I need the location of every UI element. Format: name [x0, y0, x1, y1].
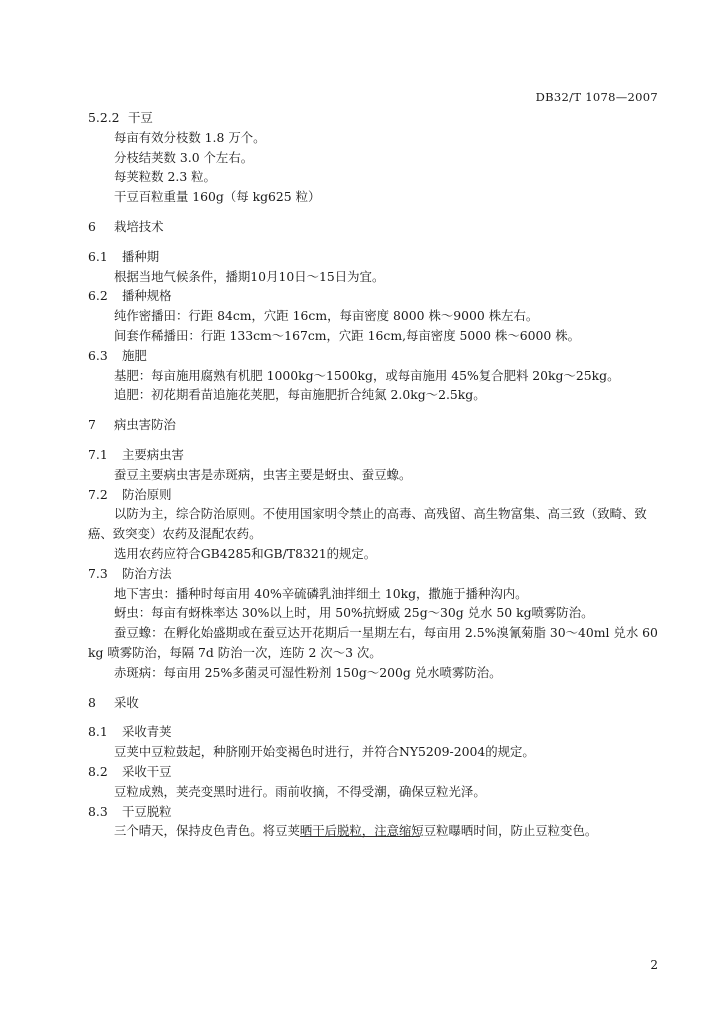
clause-heading — [88, 108, 668, 128]
body-paragraph: 蚕豆蟓：在孵化始盛期或在蚕豆达开花期后一星期左右，每亩用 2.5%溴氰菊脂 30～40ml 兑水 60 kg 喷雾防治，每隔 7d 防治一次，连防 2 次～3 次。 — [88, 625, 658, 660]
body-line: 分枝结荚数 3.0 个左右。 — [114, 149, 254, 165]
body-line: 根据当地气候条件，播期10月10日～15日为宜。 — [114, 268, 385, 284]
body-line: 基肥：每亩施用腐熟有机肥 1000kg～1500kg，或每亩施用 45%复合肥料 20kg～25kg。 — [114, 367, 620, 383]
body-line: 追肥：初花期看苗追施花荚肥，每亩施肥折合纯氮 2.0kg～2.5kg。 — [114, 387, 486, 403]
document-code: DB32/T 1078—2007 — [535, 90, 658, 104]
body-line: 纯作密播田：行距 84cm，穴距 16cm，每亩密度 8000 株～9000 株左右。 — [114, 308, 539, 324]
clause-heading — [88, 564, 668, 584]
clause-number: 8.3 — [88, 803, 108, 819]
chapter-title: 栽培技术 — [114, 218, 164, 234]
body-line: 选用农药应符合GB4285和GB/T8321的规定。 — [114, 545, 377, 561]
clause-heading — [88, 346, 668, 366]
clause-number: 6.2 — [88, 288, 108, 304]
chapter-heading — [88, 415, 668, 435]
clause-heading — [88, 286, 668, 306]
clause-title: 施肥 — [122, 347, 147, 363]
chapter-number: 7 — [88, 417, 96, 433]
chapter-title: 采收 — [114, 694, 139, 710]
clause-title: 干豆 — [128, 110, 153, 125]
body-paragraph: 以防为主，综合防治原则。不使用国家明令禁止的高毒、高残留、高生物富集、高三致（致畸、致癌、致突变）农药及混配农药。 — [88, 506, 647, 542]
body-line: 间套作稀播田：行距 133cm～167cm，穴距 16cm,每亩密度 5000 株～6000 株。 — [114, 327, 581, 343]
page-number: 2 — [650, 958, 658, 972]
clause-number: 5.2.2 — [88, 110, 120, 125]
clause-title: 防治方法 — [122, 565, 172, 581]
document-body — [88, 108, 668, 841]
clause-heading — [88, 722, 668, 742]
end-rule — [300, 836, 420, 837]
clause-title: 防治原则 — [122, 486, 172, 502]
body-line: 豆粒成熟，荚壳变黑时进行。雨前收摘，不得受潮，确保豆粒光泽。 — [114, 783, 486, 799]
clause-number: 8.2 — [88, 763, 108, 779]
body-line: 蚜虫：每亩有蚜株率达 30%以上时，用 50%抗蚜威 25g～30g 兑水 50 kg喷雾防治。 — [114, 605, 594, 621]
body-line: 豆荚中豆粒鼓起，种脐刚开始变褐色时进行，并符合NY5209-2004的规定。 — [114, 744, 535, 760]
clause-heading — [88, 762, 668, 782]
chapter-heading — [88, 693, 668, 713]
body-line: 蚕豆主要病虫害是赤斑病，虫害主要是蚜虫、蚕豆蟓。 — [114, 466, 412, 482]
body-line: 每荚粒数 2.3 粒。 — [114, 169, 216, 185]
clause-heading — [88, 802, 668, 822]
clause-number: 7.1 — [88, 446, 108, 462]
body-line: 三个晴天，保持皮色青色。将豆荚晒干后脱粒，注意缩短豆粒曝晒时间，防止豆粒变色。 — [114, 823, 598, 839]
chapter-number: 6 — [88, 218, 96, 234]
clause-heading — [88, 445, 668, 465]
chapter-title: 病虫害防治 — [114, 417, 176, 433]
chapter-heading — [88, 217, 668, 237]
clause-title: 采收青荚 — [122, 724, 172, 740]
clause-title: 干豆脱粒 — [122, 803, 172, 819]
clause-heading — [88, 247, 668, 267]
clause-number: 7.3 — [88, 565, 108, 581]
clause-number: 8.1 — [88, 724, 108, 740]
clause-title: 采收干豆 — [122, 763, 172, 779]
clause-title: 播种期 — [122, 248, 160, 264]
clause-number: 7.2 — [88, 486, 108, 502]
clause-title: 主要病虫害 — [122, 446, 184, 462]
body-line: 每亩有效分枝数 1.8 万个。 — [114, 129, 266, 145]
body-line: 干豆百粒重量 160g（每 kg625 粒） — [114, 189, 321, 205]
clause-title: 播种规格 — [122, 288, 172, 304]
chapter-number: 8 — [88, 694, 96, 710]
body-line: 地下害虫：播种时每亩用 40%辛硫磷乳油拌细土 10kg，撒施于播种沟内。 — [114, 585, 528, 601]
clause-number: 6.3 — [88, 347, 108, 363]
body-line: 赤斑病：每亩用 25%多菌灵可湿性粉剂 150g～200g 兑水喷雾防治。 — [114, 664, 502, 680]
clause-number: 6.1 — [88, 248, 108, 264]
clause-heading — [88, 485, 668, 505]
